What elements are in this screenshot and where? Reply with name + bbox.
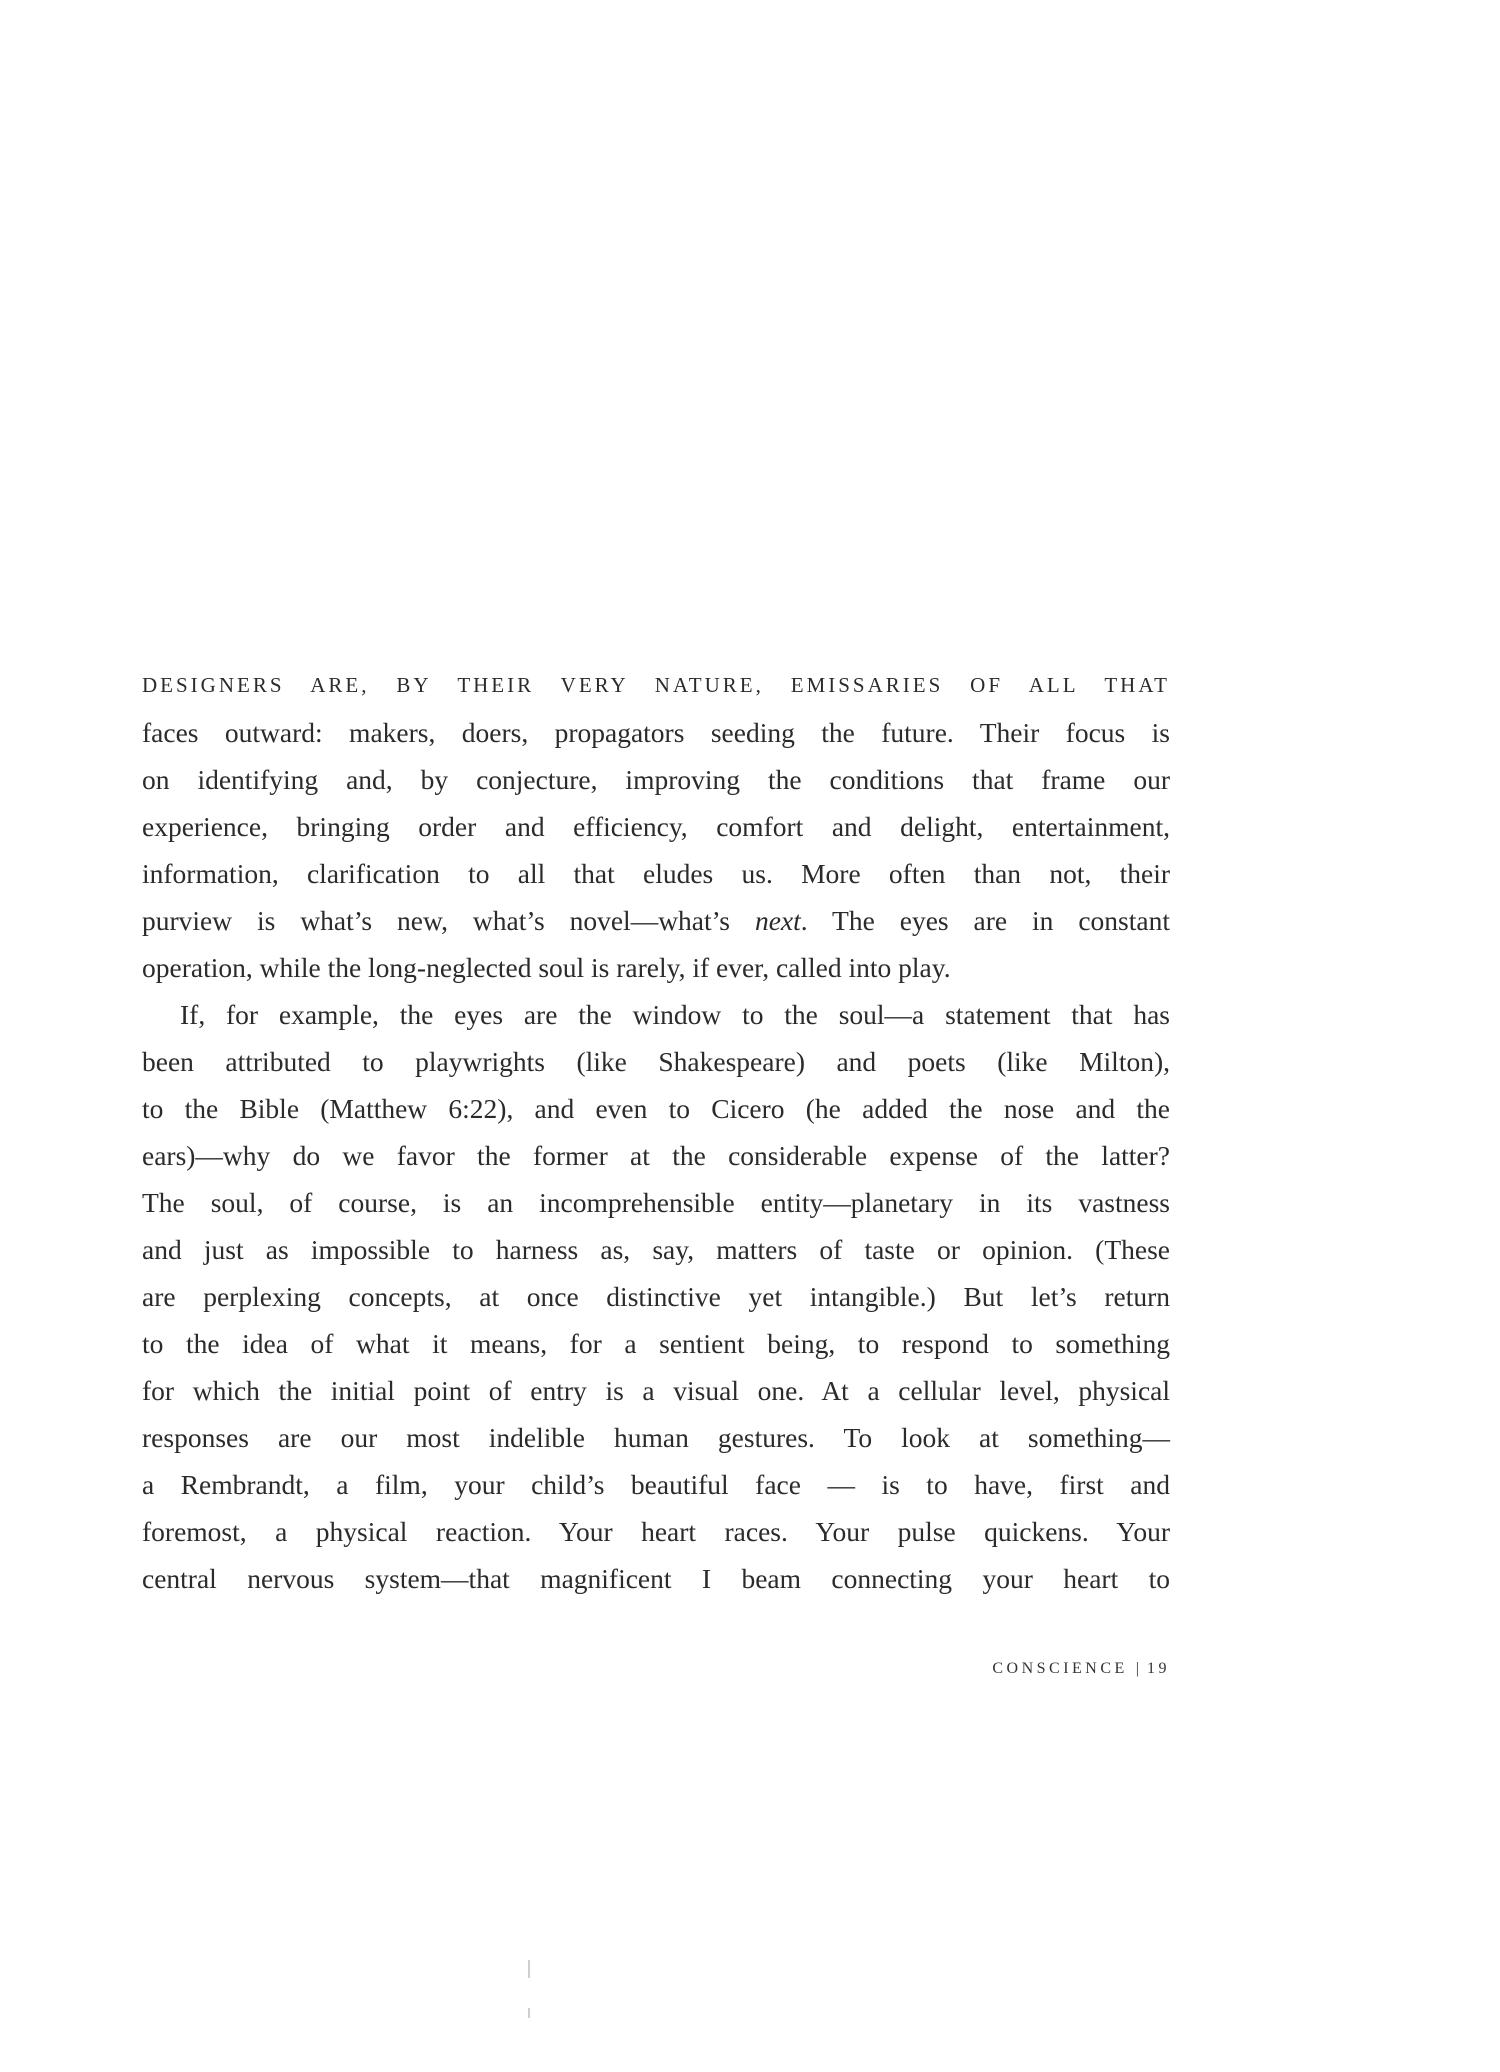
text-line: central nervous system—that magnificent I beam connecting your heart to bbox=[142, 1563, 1170, 1594]
italic-word: next bbox=[754, 905, 801, 936]
running-footer bbox=[992, 1660, 1170, 1678]
text-line: been attributed to playwrights (like Shakespeare) and poets (like Milton), bbox=[142, 1046, 1170, 1077]
text-line: The soul, of course, is an incomprehensible entity—planetary in its vastness bbox=[142, 1187, 1170, 1218]
text-line: and just as impossible to harness as, say, matters of taste or opinion. (These bbox=[142, 1234, 1170, 1265]
body-text bbox=[142, 662, 1170, 1602]
text-line: responses are our most indelible human gestures. To look at something— bbox=[142, 1422, 1170, 1453]
text-line: to the idea of what it means, for a sentient being, to respond to something bbox=[142, 1328, 1170, 1359]
section-title: CONSCIENCE bbox=[992, 1660, 1128, 1677]
text-line: information, clarification to all that eludes us. More often than not, their bbox=[142, 858, 1170, 889]
opening-smallcaps-line: DESIGNERS ARE, BY THEIR VERY NATURE, EMISSARIES OF ALL THAT bbox=[142, 673, 1170, 697]
text-line: experience, bringing order and efficiency, comfort and delight, entertainment, bbox=[142, 811, 1170, 842]
footer-separator: | bbox=[1135, 1660, 1139, 1677]
text-line: on identifying and, by conjecture, improving the conditions that frame our bbox=[142, 764, 1170, 795]
text-line: foremost, a physical reaction. Your heart races. Your pulse quickens. Your bbox=[142, 1516, 1170, 1547]
text-line: ears)—why do we favor the former at the considerable expense of the latter? bbox=[142, 1140, 1170, 1171]
text-line bbox=[142, 897, 1170, 944]
paragraph-last-line: operation, while the long-neglected soul is rarely, if ever, called into play. bbox=[142, 952, 951, 983]
scan-artifact bbox=[528, 1960, 530, 1978]
text-line: a Rembrandt, a film, your child’s beautiful face — is to have, first and bbox=[142, 1469, 1170, 1500]
text-line: to the Bible (Matthew 6:22), and even to Cicero (he added the nose and the bbox=[142, 1093, 1170, 1124]
text-fragment: purview is what’s new, what’s novel—what’s bbox=[142, 905, 755, 936]
text-line: faces outward: makers, doers, propagators seeding the future. Their focus is bbox=[142, 717, 1170, 748]
text-line: are perplexing concepts, at once distinctive yet intangible.) But let’s return bbox=[142, 1281, 1170, 1312]
text-line: for which the initial point of entry is a visual one. At a cellular level, physical bbox=[142, 1375, 1170, 1406]
text-fragment: . The eyes are in constant bbox=[800, 905, 1170, 936]
page-number: 19 bbox=[1147, 1660, 1170, 1677]
scan-artifact bbox=[528, 2008, 530, 2018]
paragraph-first-line: If, for example, the eyes are the window to the soul—a statement that has bbox=[180, 999, 1170, 1030]
